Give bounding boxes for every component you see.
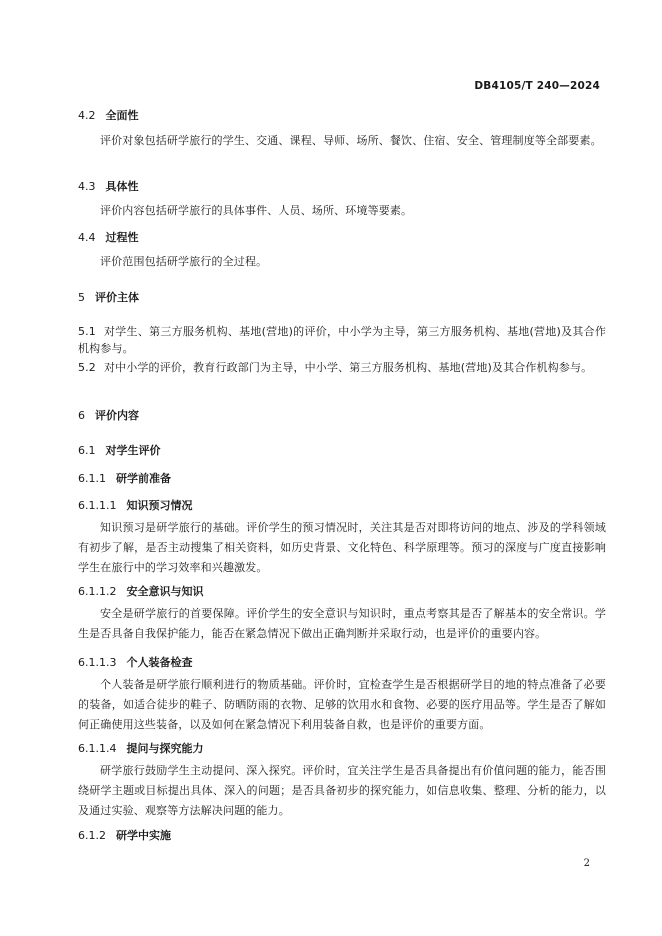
section-title: 个人装备检查: [126, 656, 193, 669]
document-code: DB4105/T 240—2024: [474, 80, 600, 92]
page-number: 2: [583, 858, 590, 869]
section-title: 全面性: [105, 109, 139, 122]
list-item-5-2: [78, 359, 606, 376]
section-number: 5: [78, 291, 85, 304]
section-title: 知识预习情况: [126, 499, 193, 512]
item-text: 对学生、第三方服务机构、基地(营地)的评价，中小学为主导，第三方服务机构、基地(营地)及其合作机构参与。: [78, 325, 606, 355]
paragraph: 评价对象包括研学旅行的学生、交通、课程、导师、场所、餐饮、住宿、安全、管理制度等全部要素。: [100, 134, 602, 147]
heading-6-1-1-3: [78, 656, 606, 670]
list-item-5-1: [78, 323, 606, 357]
section-title: 过程性: [105, 231, 139, 244]
heading-6: [78, 409, 606, 423]
heading-6-1-1-2: [78, 585, 606, 599]
heading-4-2: [78, 109, 606, 123]
item-number: 5.2: [78, 361, 96, 374]
section-number: 6.1.1.1: [78, 499, 117, 512]
section-number: 4.2: [78, 109, 96, 122]
item-number: 5.1: [78, 325, 96, 338]
heading-5: [78, 291, 606, 305]
heading-4-3: [78, 180, 606, 194]
item-text: 对中小学的评价，教育行政部门为主导，中小学、第三方服务机构、基地(营地)及其合作机构参与。: [103, 361, 593, 374]
section-number: 6.1: [78, 444, 96, 457]
section-title: 研学前准备: [116, 472, 171, 485]
section-title: 具体性: [105, 180, 139, 193]
section-number: 6: [78, 409, 85, 422]
heading-6-1-2: [78, 829, 606, 843]
heading-6-1-1-1: [78, 499, 606, 513]
heading-4-4: [78, 231, 606, 245]
section-number: 6.1.1.4: [78, 742, 117, 755]
heading-6-1-1-4: [78, 742, 606, 756]
heading-6-1: [78, 444, 606, 458]
paragraph: 研学旅行鼓励学生主动提问、深入探究。评价时，宜关注学生是否具备提出有价值问题的能力，能否围绕研学主题或目标提出具体、深入的问题；是否具备初步的探究能力，如信息收集、整理、分析的能力，以及通过实验、观察等方法解决问题的能力。: [78, 764, 606, 817]
paragraph: 评价内容包括研学旅行的具体事件、人员、场所、环境等要素。: [100, 204, 413, 217]
section-title: 研学中实施: [116, 829, 171, 842]
section-number: 6.1.1: [78, 472, 106, 485]
section-title: 提问与探究能力: [126, 742, 204, 755]
section-title: 评价内容: [95, 409, 139, 422]
paragraph: 知识预习是研学旅行的基础。评价学生的预习情况时，关注其是否对即将访问的地点、涉及的学科领域有初步了解，是否主动搜集了相关资料，如历史背景、文化特色、科学原理等。预习的深度与广度直接影响学生在旅行中的学习效率和兴趣激发。: [78, 521, 606, 574]
paragraph: 个人装备是研学旅行顺利进行的物质基础。评价时，宜检查学生是否根据研学目的地的特点准备了必要的装备，如适合徒步的鞋子、防晒防雨的衣物、足够的饮用水和食物、必要的医疗用品等。学生是否了解如何正确使用这些装备，以及如何在紧急情况下利用装备自救，也是评价的重要方面。: [78, 678, 606, 731]
paragraph: 评价范围包括研学旅行的全过程。: [100, 255, 268, 268]
section-number: 6.1.2: [78, 829, 106, 842]
section-title: 对学生评价: [105, 444, 161, 457]
paragraph: 安全是研学旅行的首要保障。评价学生的安全意识与知识时，重点考察其是否了解基本的安全常识。学生是否具备自我保护能力，能否在紧急情况下做出正确判断并采取行动，也是评价的重要内容。: [78, 607, 606, 640]
section-title: 评价主体: [95, 291, 139, 304]
section-title: 安全意识与知识: [126, 585, 204, 598]
section-number: 6.1.1.2: [78, 585, 117, 598]
section-number: 6.1.1.3: [78, 656, 117, 669]
section-number: 4.4: [78, 231, 96, 244]
section-number: 4.3: [78, 180, 96, 193]
heading-6-1-1: [78, 472, 606, 486]
